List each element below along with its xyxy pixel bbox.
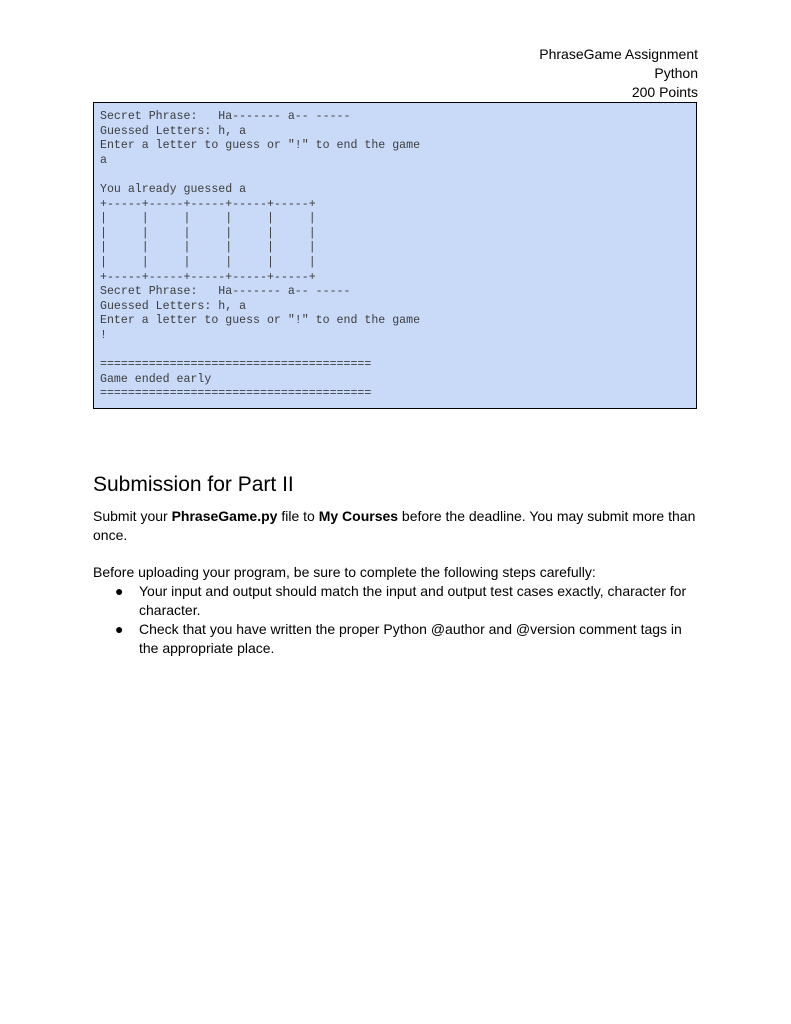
section-heading: Submission for Part II xyxy=(93,473,294,496)
instructions-paragraph: Before uploading your program, be sure to complete the following steps carefully: xyxy=(93,564,596,580)
list-item xyxy=(93,582,703,620)
console-line: ======================================= xyxy=(100,358,372,372)
console-line: Game ended early xyxy=(100,372,212,386)
console-output-text xyxy=(100,110,696,402)
console-line: You already guessed a xyxy=(100,182,247,196)
list-item-text: Your input and output should match the input and output test cases exactly, character for character. xyxy=(139,583,687,618)
console-line: Enter a letter to guess or "!" to end the game xyxy=(100,139,421,153)
steps-list xyxy=(93,582,703,658)
bullet-icon: ● xyxy=(115,621,124,637)
console-line: +-----+-----+-----+-----+-----+ xyxy=(100,197,316,211)
console-line: | | | | | | xyxy=(100,226,316,240)
assignment-title: PhraseGame Assignment xyxy=(539,46,698,62)
console-line: +-----+-----+-----+-----+-----+ xyxy=(100,270,316,284)
p1-suffix: before the deadline. You may submit more than once. xyxy=(93,508,696,543)
console-line: Enter a letter to guess or "!" to end the game xyxy=(100,314,421,328)
file-name: PhraseGame.py xyxy=(171,508,278,524)
console-line: ======================================= xyxy=(100,387,372,401)
console-line: | | | | | | xyxy=(100,212,316,226)
bullet-icon: ● xyxy=(115,583,124,599)
console-output-box xyxy=(93,102,697,409)
console-line: Guessed Letters: h, a xyxy=(100,299,247,313)
list-item-text: Check that you have written the proper Python @author and @version comment tags in the appropriate place. xyxy=(139,621,682,656)
console-line: ! xyxy=(100,328,107,342)
console-line: a xyxy=(100,153,107,167)
console-line: Guessed Letters: h, a xyxy=(100,124,247,138)
language-label: Python xyxy=(654,65,698,81)
console-line: Secret Phrase: Ha------- a-- ----- xyxy=(100,285,351,299)
page-header xyxy=(539,45,698,102)
console-line: | | | | | | xyxy=(100,241,316,255)
p1-mid: file to xyxy=(277,508,319,524)
list-item xyxy=(93,620,703,658)
console-line: Secret Phrase: Ha------- a-- ----- xyxy=(100,110,351,123)
p1-prefix: Submit your xyxy=(93,508,172,524)
destination-name: My Courses xyxy=(318,508,399,524)
submission-paragraph xyxy=(93,507,703,545)
console-line: | | | | | | xyxy=(100,255,316,269)
points-label: 200 Points xyxy=(631,84,698,100)
